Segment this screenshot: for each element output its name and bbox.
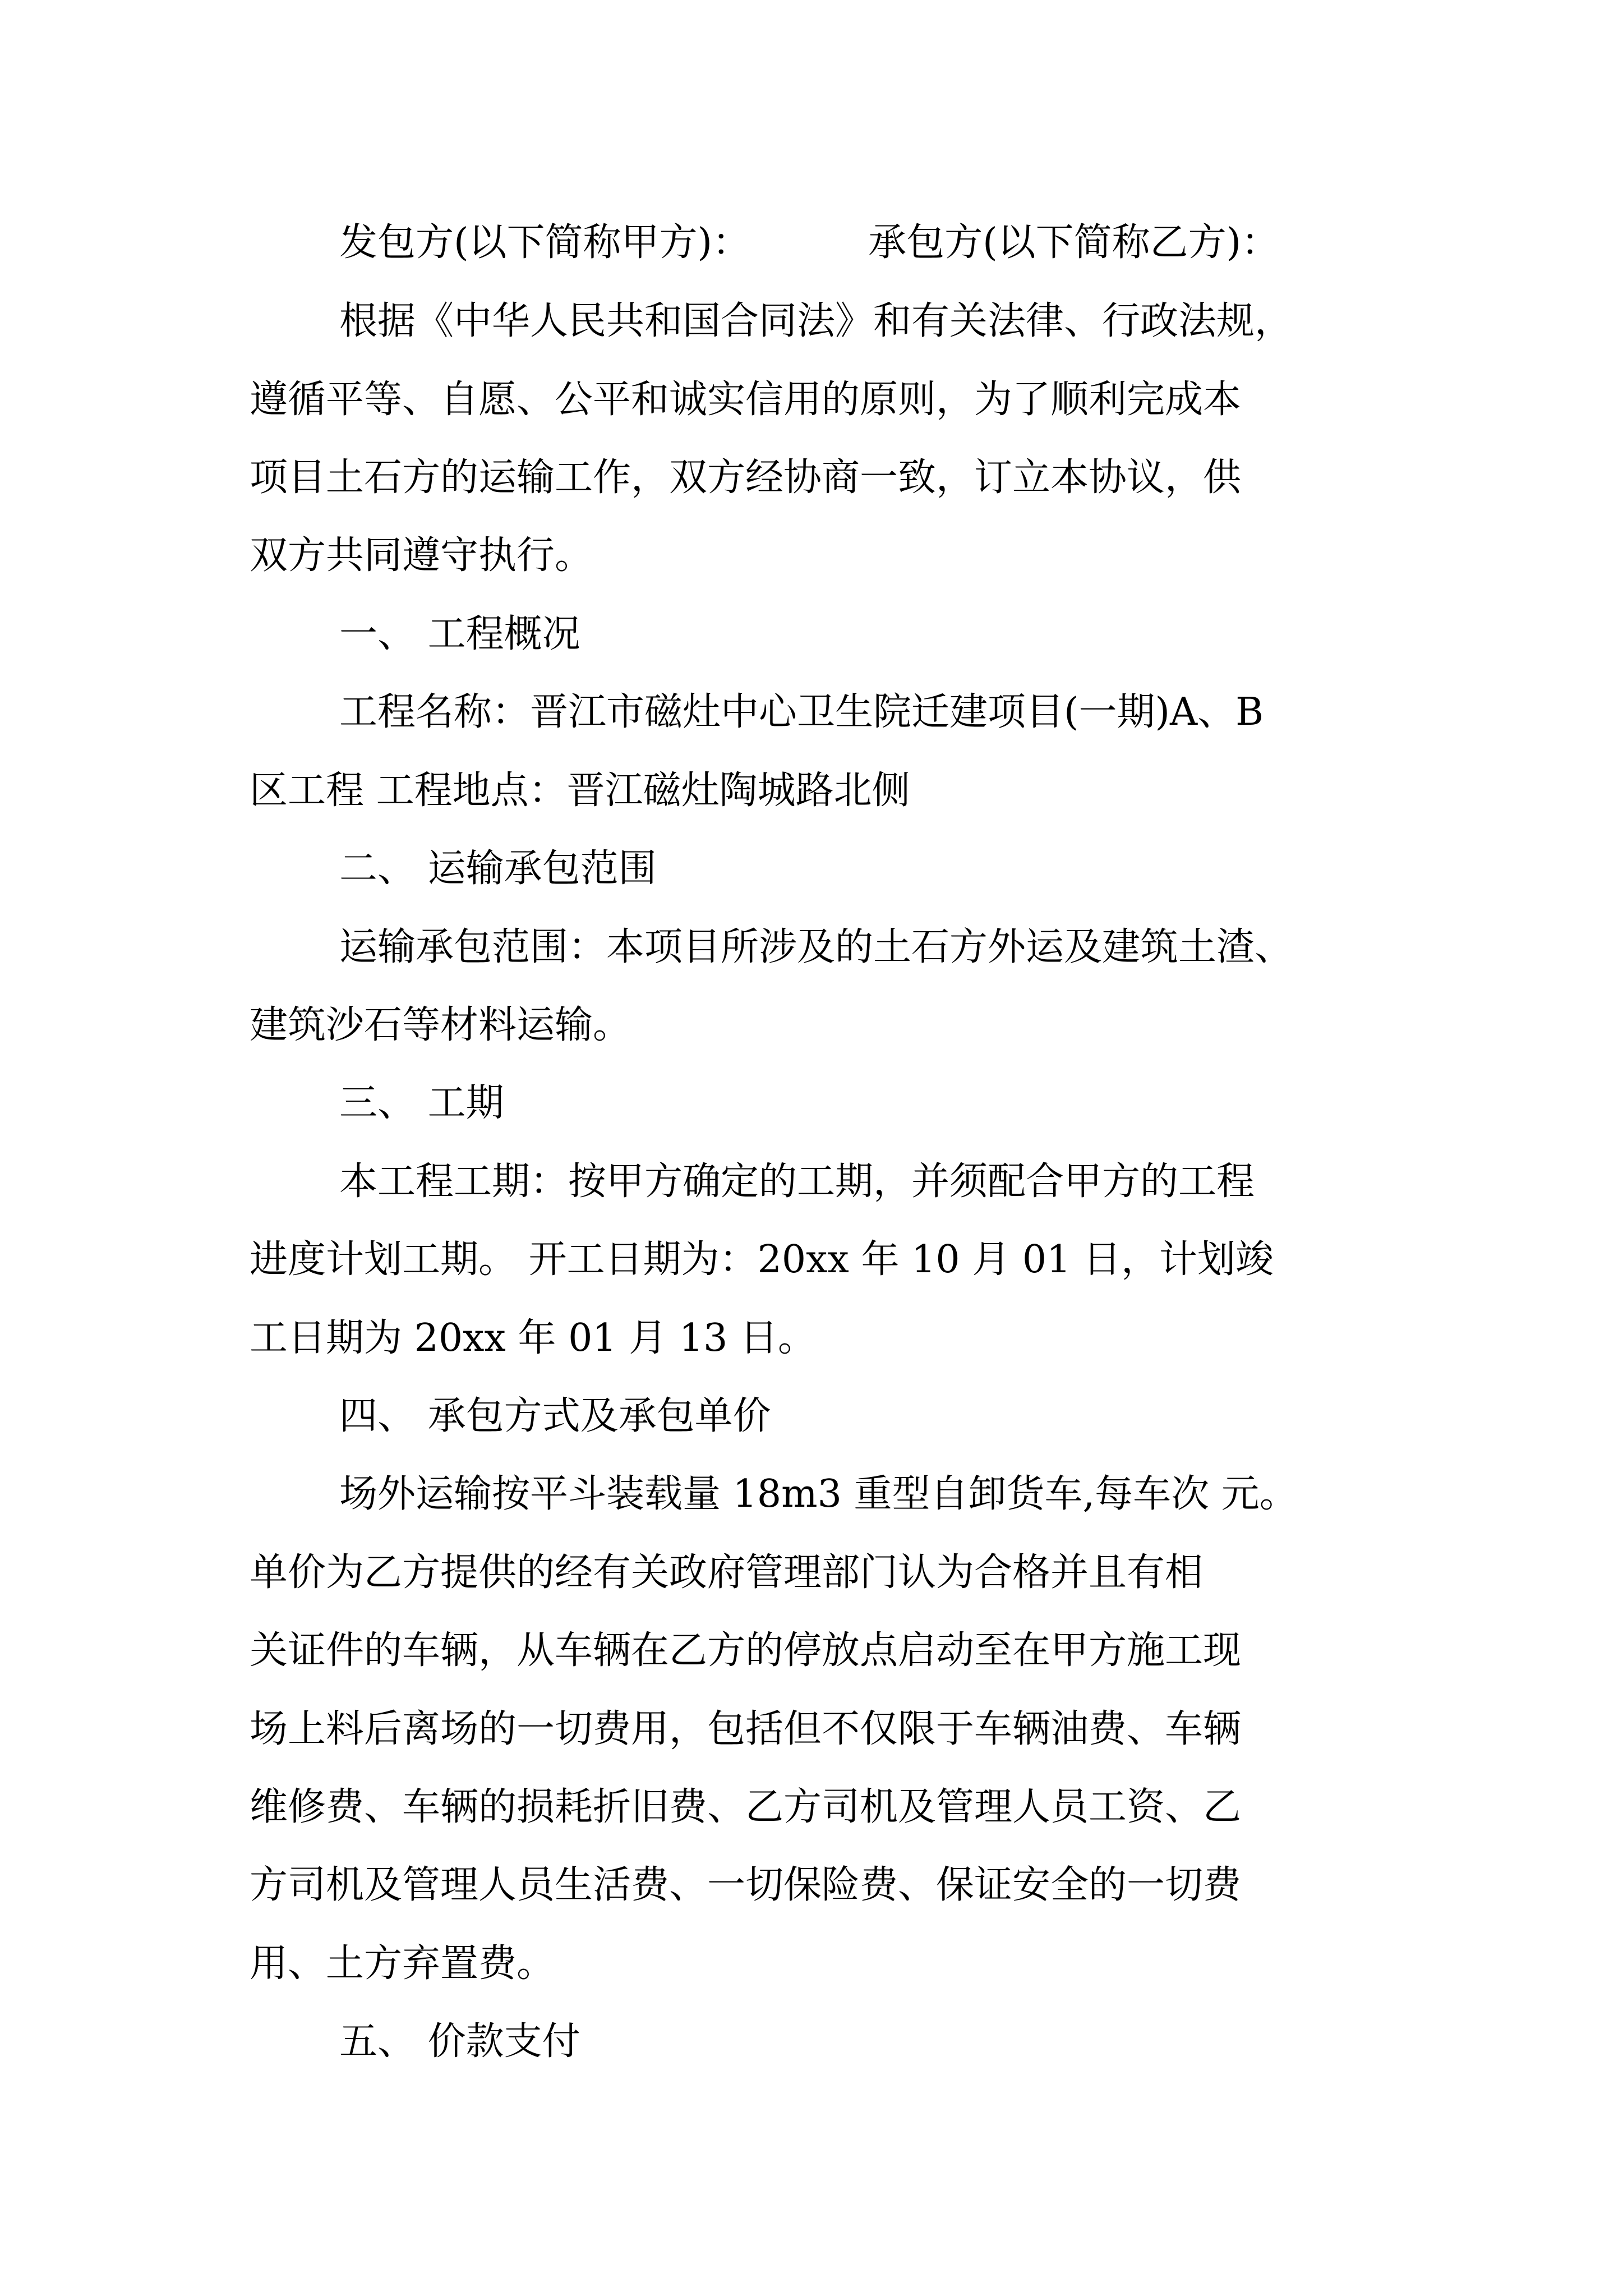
- section-heading-5: 五、 价款支付: [339, 2019, 580, 2064]
- section-3-line-3: 工日期为 20xx 年 01 月 13 日。: [250, 1316, 816, 1360]
- section-3-line-1: 本工程工期：按甲方确定的工期，并须配合甲方的工程: [339, 1159, 1255, 1204]
- section-4-line-3: 关证件的车辆，从车辆在乙方的停放点启动至在甲方施工现: [250, 1628, 1242, 1673]
- section-1-line-2: 区工程 工程地点：晋江磁灶陶城路北侧: [250, 769, 910, 813]
- section-heading-3: 三、 工期: [339, 1081, 504, 1125]
- party-line: [339, 218, 1279, 268]
- preamble-line-2: 遵循平等、自愿、公平和诚实信用的原则，为了顺利完成本: [250, 378, 1242, 422]
- preamble-line-1: 根据《中华人民共和国合同法》和有关法律、行政法规，: [339, 299, 1293, 343]
- section-2-line-2: 建筑沙石等材料运输。: [250, 1003, 631, 1047]
- section-4-line-5: 维修费、车辆的损耗折旧费、乙方司机及管理人员工资、乙: [250, 1785, 1242, 1829]
- section-heading-2: 二、 运输承包范围: [339, 846, 657, 891]
- section-4-line-2: 单价为乙方提供的经有关政府管理部门认为合格并且有相: [250, 1550, 1204, 1595]
- preamble-line-4: 双方共同遵守执行。: [250, 533, 593, 578]
- party-a-label: 发包方(以下简称甲方)：: [339, 220, 751, 265]
- section-3-line-2: 进度计划工期。 开工日期为：20xx 年 10 月 01 日，计划竣: [250, 1237, 1274, 1282]
- section-4-line-6: 方司机及管理人员生活费、一切保险费、保证安全的一切费: [250, 1863, 1242, 1907]
- section-4-line-1: 场外运输按平斗装载量 18m3 重型自卸货车,每车次 元。: [339, 1472, 1298, 1516]
- section-1-line-1: 工程名称：晋江市磁灶中心卫生院迁建项目(一期)A、B: [339, 690, 1264, 734]
- section-heading-4: 四、 承包方式及承包单价: [339, 1394, 771, 1438]
- party-b-label: 承包方(以下简称乙方)：: [868, 220, 1280, 265]
- section-2-line-1: 运输承包范围：本项目所涉及的土石方外运及建筑土渣、: [339, 925, 1293, 969]
- section-heading-1: 一、 工程概况: [339, 612, 580, 656]
- section-4-line-7: 用、土方弃置费。: [250, 1941, 555, 1986]
- section-4-line-4: 场上料后离场的一切费用，包括但不仅限于车辆油费、车辆: [250, 1707, 1242, 1751]
- preamble-line-3: 项目土石方的运输工作，双方经协商一致，订立本协议，供: [250, 455, 1242, 500]
